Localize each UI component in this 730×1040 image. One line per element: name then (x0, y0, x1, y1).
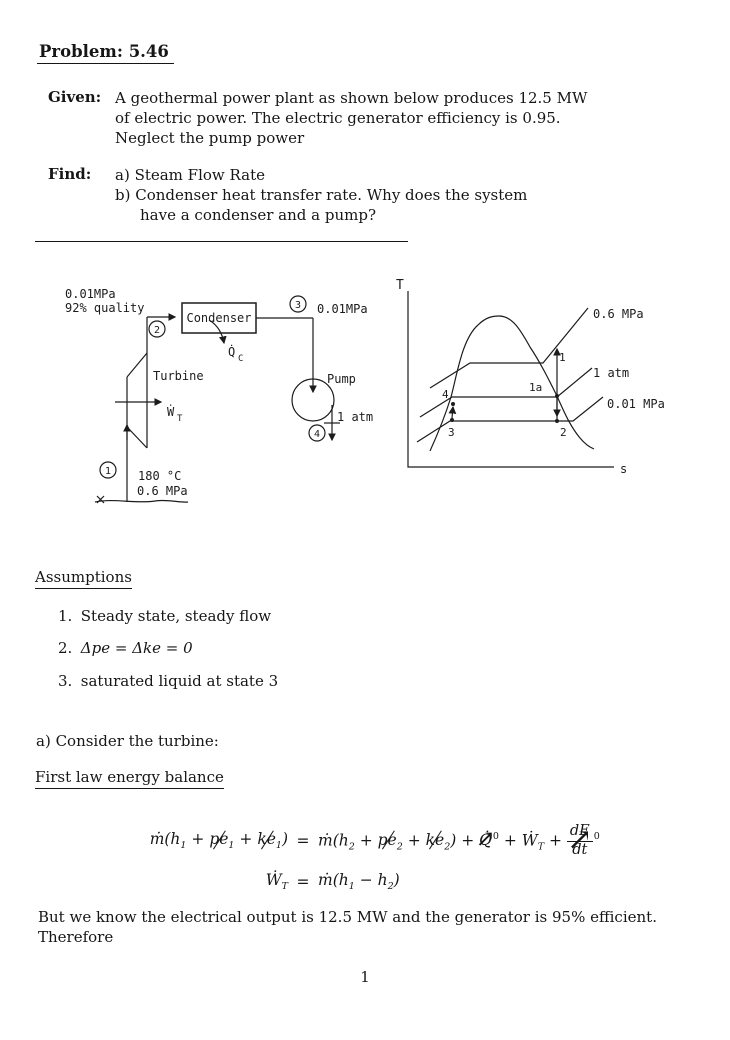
state-1-number: 1 (104, 466, 112, 477)
inlet-temperature-label: 180 °C (138, 469, 182, 483)
assumption-1-text: Steady state, steady flow (80, 607, 272, 625)
assumptions-heading-wrap (35, 567, 132, 587)
assumption-3-number: 3. (58, 672, 73, 690)
find-text (115, 165, 527, 225)
turbine-label: Turbine (153, 369, 204, 383)
point-4-dot (451, 402, 455, 406)
turbine-work-subscript: T (177, 414, 183, 424)
eq2-equals: = (296, 873, 310, 891)
assumption-item-1 (58, 606, 271, 626)
assumption-item-3 (58, 671, 278, 691)
given-line-1: A geothermal power plant as shown below produces 12.5 MW (115, 89, 588, 107)
given-line-2: of electric power. The electric generator efficiency is 0.95. (115, 109, 561, 127)
condenser-heat-subscript: C (238, 354, 244, 364)
find-item-b-cont: have a condenser and a pump? (140, 206, 376, 224)
isobar-1atm-label: 1 atm (593, 366, 630, 380)
pump-outlet-pressure-label: 1 atm (337, 410, 374, 424)
assumption-2-text: Δpe = Δke = 0 (80, 639, 193, 657)
given-label: Given: (48, 88, 102, 106)
point-4-label: 4 (442, 388, 449, 401)
point-3-dot (450, 418, 454, 422)
isobar-001mpa (417, 397, 603, 442)
assumption-item-2 (58, 638, 193, 658)
isobar-06mpa-label: 0.6 MPa (593, 307, 644, 321)
section-divider (35, 241, 408, 242)
eq1-equals: = (296, 832, 310, 850)
eq2-lhs: Ẇ$_T$ (265, 871, 288, 893)
isobar-001mpa-label: 0.01 MPa (607, 397, 665, 411)
assumption-2-number: 2. (58, 639, 73, 657)
point-1-label: 1 (559, 351, 566, 364)
inlet-quality-label: 92% quality (65, 301, 145, 315)
eq1-lhs: $ṁ(h_1 + pe_1 + ke_1)$ (149, 830, 288, 852)
pump-label: Pump (327, 372, 356, 386)
find-label: Find: (48, 165, 92, 183)
turbine-work-equation (138, 870, 400, 894)
turbine-work-symbol: Ẇ (167, 405, 175, 419)
given-text (115, 88, 587, 148)
problem-title: Problem: 5.46 (37, 42, 174, 64)
first-law-heading: First law energy balance (35, 768, 224, 789)
point-2-label: 2 (560, 426, 567, 439)
point-3-label: 3 (448, 426, 455, 439)
state-4-number: 4 (313, 429, 321, 440)
part-a-heading: a) Consider the turbine: (36, 732, 219, 750)
t-axis-label: T (396, 278, 404, 293)
state-2-number: 2 (153, 325, 161, 336)
eq1-rhs: $ṁ(h_2 + pe_2 + ke_2)$ + Q̇ ↗$^0$ + Ẇ$_T$ + $\frac{dE}{dt}$ ↗ $^0$ (318, 824, 600, 859)
closing-paragraph (38, 907, 718, 947)
first-law-heading-wrap (35, 767, 224, 787)
isobar-06mpa (430, 308, 588, 388)
ts-diagram-figure (390, 265, 690, 485)
closing-line-1: But we know the electrical output is 12.5 MW and the generator is 95% efficient. (38, 908, 657, 926)
find-item-b: b) Condenser heat transfer rate. Why does the system (115, 186, 528, 204)
eq2-rhs: $ṁ(h_1 - h_2)$ (318, 871, 400, 893)
point-1a-dot (555, 394, 559, 398)
s-axis-label: s (620, 462, 628, 476)
closing-line-2: Therefore (38, 928, 114, 946)
find-item-a: a) Steam Flow Rate (115, 166, 266, 184)
problem-title-wrap (37, 42, 174, 61)
point-1a-label: 1a (529, 381, 543, 394)
condenser-heat-symbol: Q̇ (228, 345, 236, 359)
plant-schematic-figure (40, 270, 410, 520)
condenser-label: Condenser (186, 311, 252, 325)
given-line-3: Neglect the pump power (115, 129, 305, 147)
assumptions-heading: Assumptions (35, 568, 132, 589)
inlet-pressure1-label: 0.6 MPa (137, 484, 188, 498)
state-3-pressure-label: 0.01MPa (317, 302, 368, 316)
pump-process-line (452, 407, 453, 418)
inlet-pressure-label: 0.01MPa (65, 287, 116, 301)
state-3-number: 3 (294, 300, 302, 311)
point-2-dot (555, 419, 559, 423)
page-number: 1 (360, 968, 370, 986)
assumption-3-text: saturated liquid at state 3 (80, 672, 279, 690)
assumption-1-number: 1. (58, 607, 73, 625)
energy-balance-equation (138, 818, 600, 864)
